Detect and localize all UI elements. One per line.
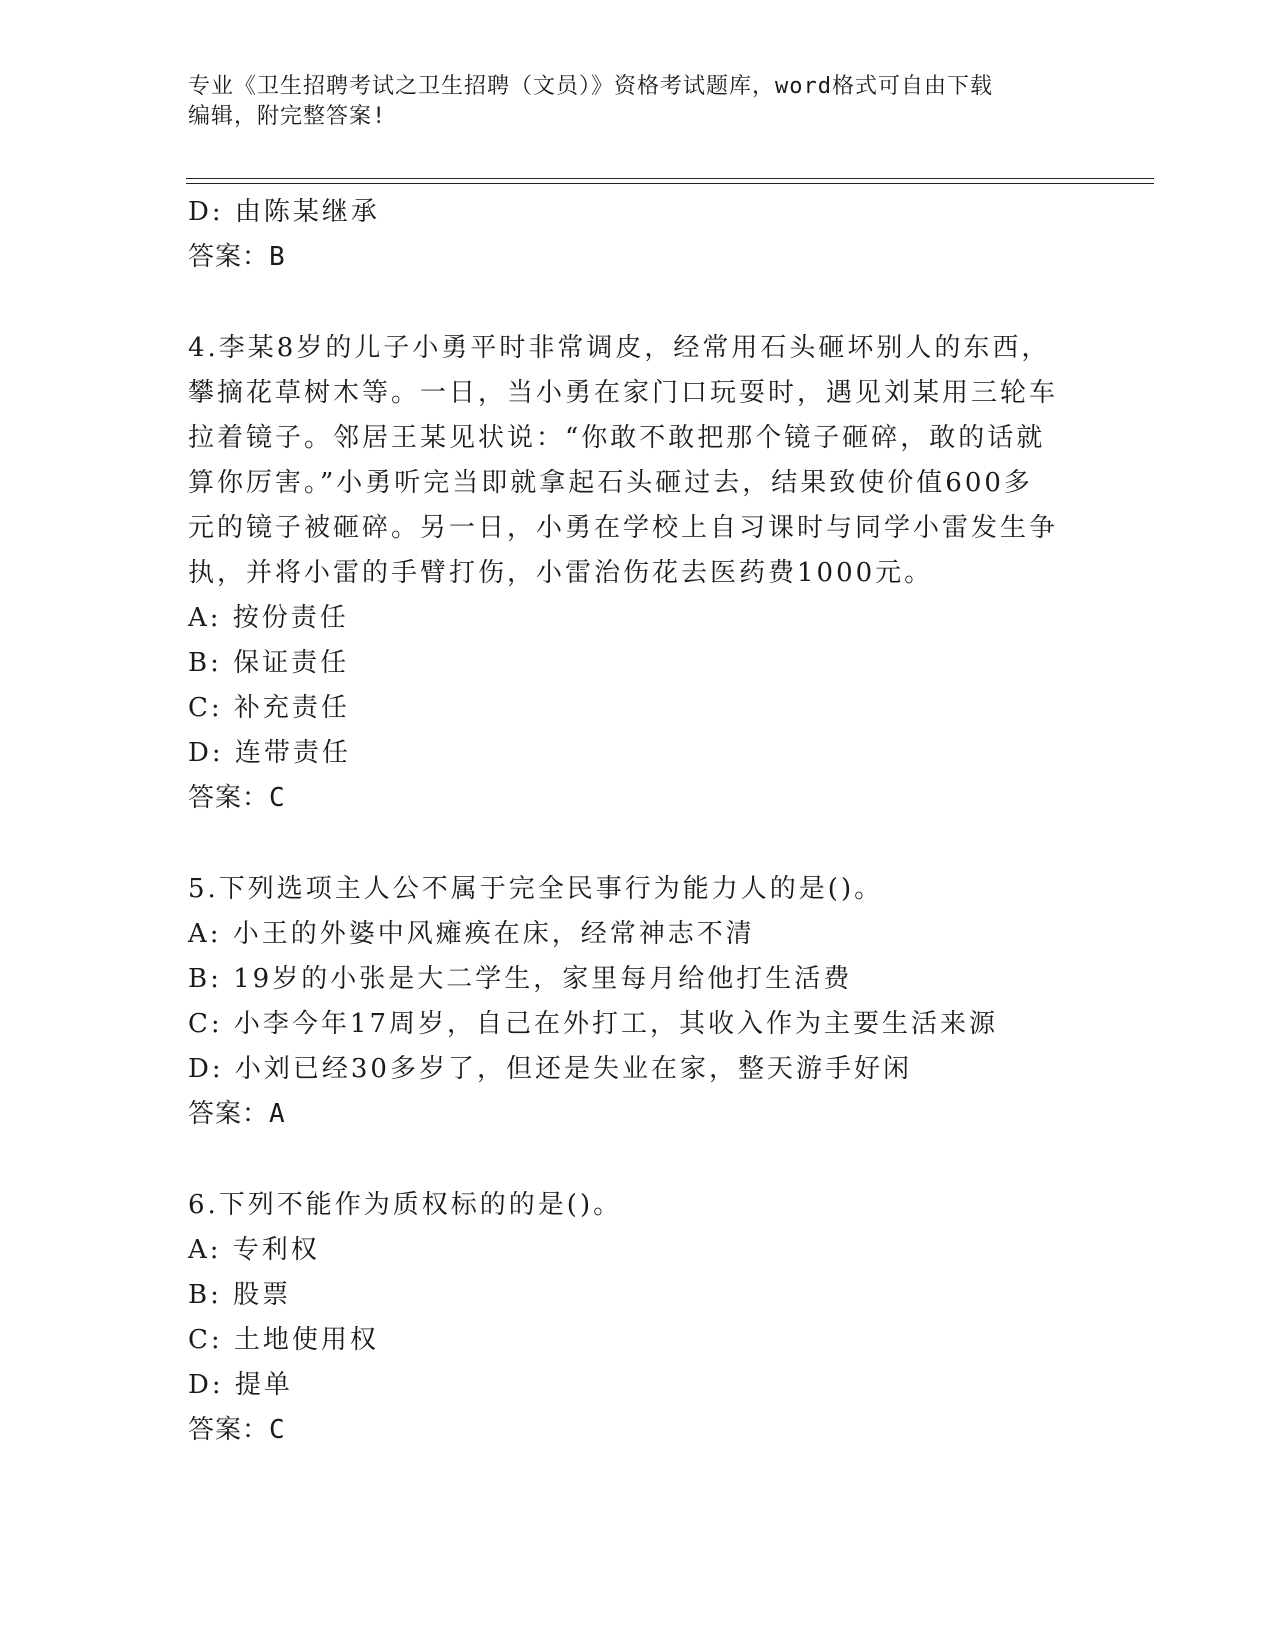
question-content: [188, 190, 1068, 1453]
question-text-line: 执，并将小雷的手臂打伤，小雷治伤花去医药费1000元。: [188, 558, 934, 588]
question-text-line: 5.下列选项主人公不属于完全民事行为能力人的是()。: [188, 874, 884, 904]
answer-line: [188, 1408, 1068, 1453]
option-b: B: 19岁的小张是大二学生，家里每月给他打生活费: [188, 964, 853, 994]
question-text-line: 元的镜子被砸碎。另一日，小勇在学校上自习课时与同学小雷发生争: [188, 513, 1059, 543]
header-divider-bottom: [186, 183, 1154, 184]
answer-line: [188, 1092, 1068, 1137]
option-d: D: 提单: [188, 1370, 293, 1400]
question-4: [188, 326, 1068, 821]
answer-label: 答案：: [188, 1415, 270, 1445]
question-5: [188, 867, 1068, 1137]
option-a: A: 小王的外婆中风瘫痪在床，经常神志不清: [188, 919, 755, 949]
option-a: A: 按份责任: [188, 603, 349, 633]
header-line-2: 编辑，附完整答案!: [188, 104, 387, 129]
answer-value: B: [269, 242, 286, 272]
option-d: D: 由陈某继承: [188, 197, 380, 227]
option-a: A: 专利权: [188, 1235, 320, 1265]
option-d: D: 小刘已经30多岁了，但还是失业在家，整天游手好闲: [188, 1054, 912, 1084]
question-text-line: 攀摘花草树木等。一日，当小勇在家门口玩耍时，遇见刘某用三轮车: [188, 378, 1059, 408]
question-text-line: 算你厉害。”小勇听完当即就拿起石头砸过去，结果致使价值600多: [188, 468, 1033, 498]
question-3-tail: [188, 190, 1068, 280]
option-c: C: 土地使用权: [188, 1325, 379, 1355]
option-b: B: 股票: [188, 1280, 292, 1310]
question-text-line: 4.李某8岁的儿子小勇平时非常调皮，经常用石头砸坏别人的东西，: [188, 333, 1051, 363]
question-text-line: 拉着镜子。邻居王某见状说：“你敢不敢把那个镜子砸碎，敢的话就: [188, 423, 1046, 453]
answer-line: [188, 235, 1068, 280]
option-d: D: 连带责任: [188, 738, 351, 768]
answer-label: 答案：: [188, 783, 270, 813]
header-divider-top: [186, 178, 1154, 179]
spacer: [188, 280, 1068, 326]
header-line-1: 专业《卫生招聘考试之卫生招聘（文员）》资格考试题库，word格式可自由下载: [188, 74, 993, 99]
answer-value: C: [269, 1415, 286, 1445]
answer-line: [188, 776, 1068, 821]
option-b: B: 保证责任: [188, 648, 350, 678]
answer-label: 答案：: [188, 242, 270, 272]
answer-value: A: [269, 1099, 286, 1129]
question-6: [188, 1183, 1068, 1453]
option-c: C: 补充责任: [188, 693, 350, 723]
spacer: [188, 1137, 1068, 1183]
page-header: [188, 72, 1088, 132]
answer-value: C: [269, 783, 286, 813]
answer-label: 答案：: [188, 1099, 270, 1129]
spacer: [188, 821, 1068, 867]
question-text-line: 6.下列不能作为质权标的的是()。: [188, 1190, 623, 1220]
option-c: C: 小李今年17周岁，自己在外打工，其收入作为主要生活来源: [188, 1009, 999, 1039]
